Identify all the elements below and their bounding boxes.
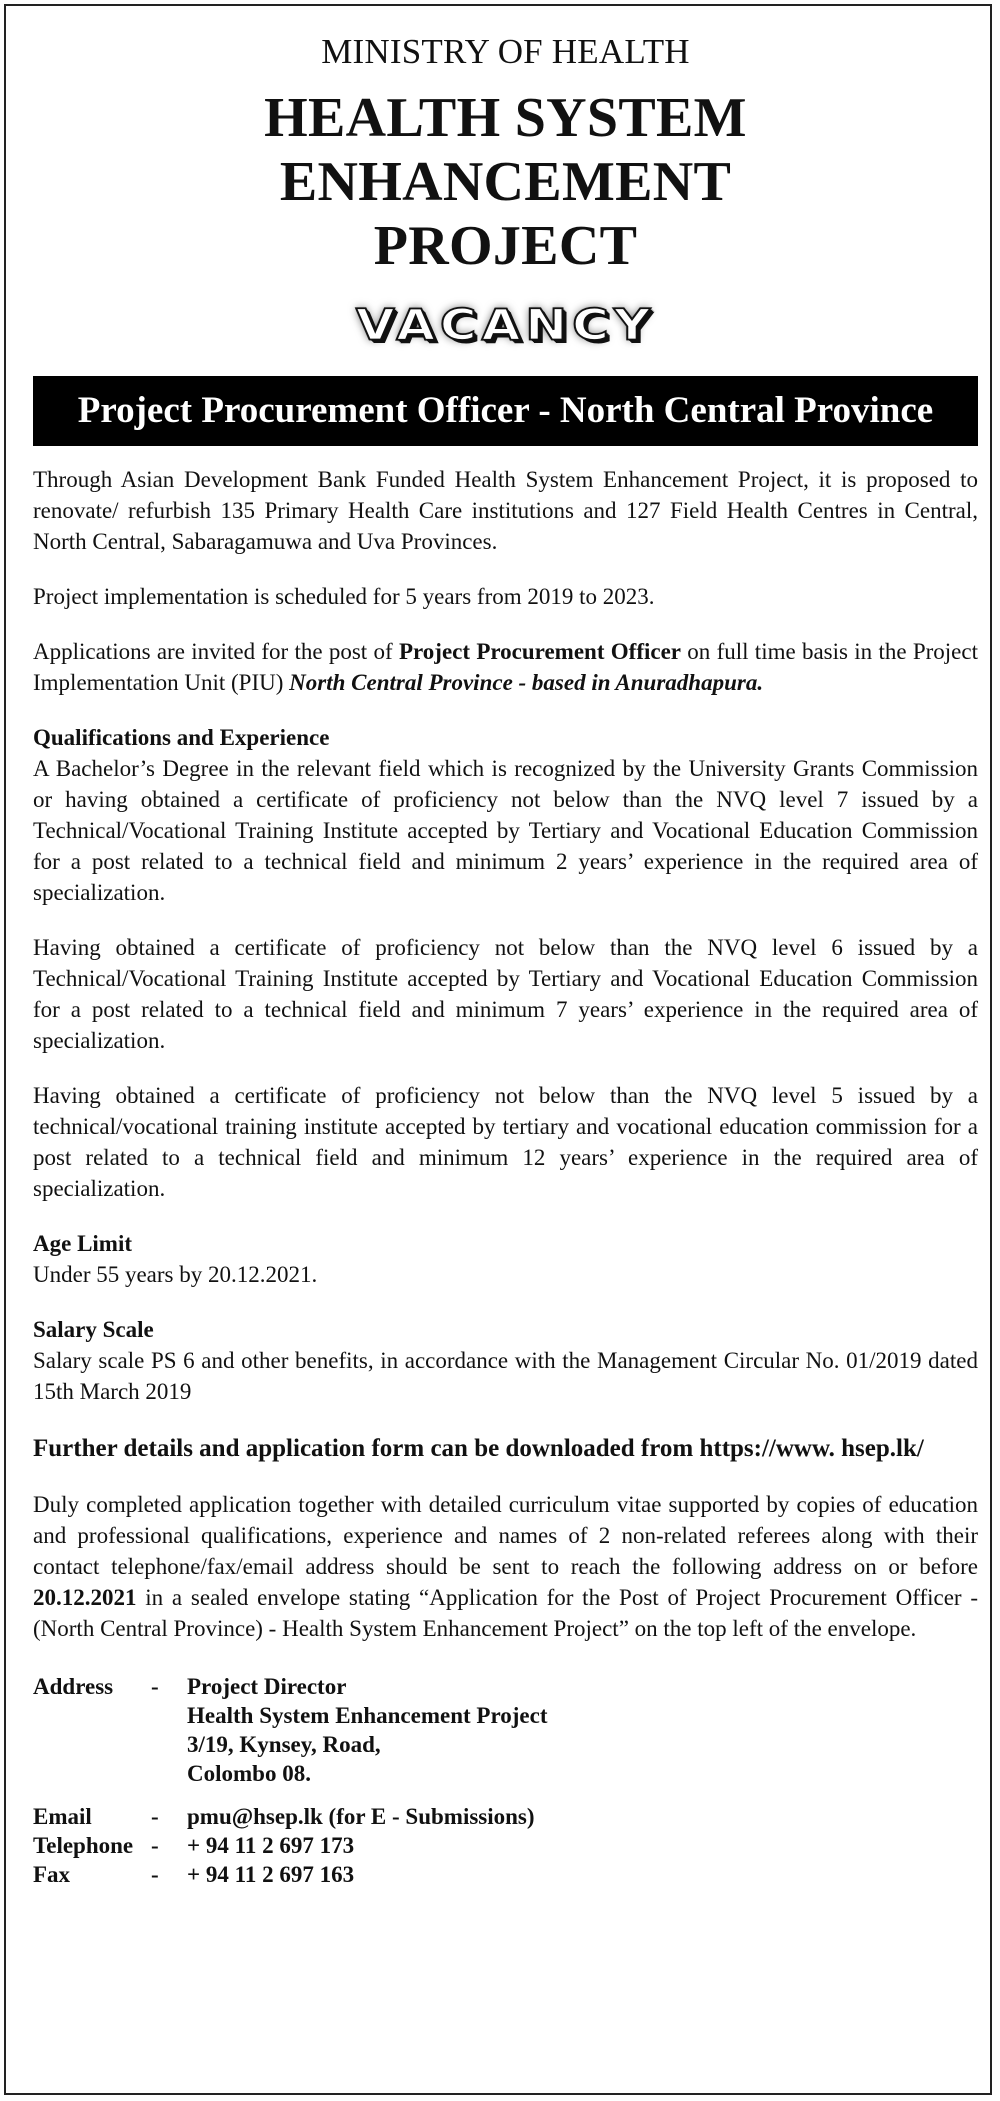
email-dash: - <box>151 1804 159 1829</box>
address-line: Project Director <box>187 1674 347 1699</box>
vacancy-banner <box>33 296 978 368</box>
post-location: North Central Province - based in Anuradhapura. <box>289 670 764 695</box>
application-instructions <box>33 1489 978 1644</box>
qualification-option-1: A Bachelor’s Degree in the relevant field which is recognized by the University Grants Commission or having obtained a certificate of proficiency not below than the NVQ level 7 issued by a Technical/Vocational Training Institute accepted by Tertiary and Vocational Education Commission for a post related to a technical field and minimum 2 years’ experience in the required area of specialization. <box>33 756 978 905</box>
invitation-text: Applications are invited for the post of <box>33 639 399 664</box>
address-dash: - <box>151 1674 159 1699</box>
implementation-paragraph: Project implementation is scheduled for 5 years from 2019 to 2023. <box>33 584 655 609</box>
project-title <box>33 86 978 278</box>
telephone-label: Telephone <box>33 1833 134 1858</box>
advertisement-content <box>33 6 978 1889</box>
salary-text: Salary scale PS 6 and other benefits, in accordance with the Management Circular No. 01/2019 dated 15th March 2019 <box>33 1348 978 1404</box>
age-limit-heading: Age Limit <box>33 1231 133 1256</box>
address-line: 3/19, Kynsey, Road, <box>187 1732 381 1757</box>
email-value[interactable]: pmu@hsep.lk (for E - Submissions) <box>187 1804 535 1829</box>
fax-value: + 94 11 2 697 163 <box>187 1862 355 1887</box>
telephone-dash: - <box>151 1833 159 1858</box>
address-line: Health System Enhancement Project <box>187 1703 548 1728</box>
intro-paragraph: Through Asian Development Bank Funded Health System Enhancement Project, it is proposed to renovate/ refurbish 135 Primary Health Care institutions and 127 Field Health Centres in Central, North Central, Sabaragamuwa and Uva Provinces. <box>33 467 978 554</box>
application-text-cont: in a sealed envelope stating “Application for the Post of Project Procurement Officer - (North Central Province) - Health System Enhancement Project” on the top left of the envelope. <box>33 1585 978 1641</box>
invitation-text-cont: on full time basis in the Project Implementation Unit (PIU) <box>33 639 978 695</box>
address-label: Address <box>33 1674 114 1699</box>
further-details-link[interactable]: Further details and application form can be downloaded from https://www. hsep.lk/ <box>33 1435 924 1462</box>
qualifications-heading: Qualifications and Experience <box>33 725 330 750</box>
qualification-option-3: Having obtained a certificate of proficiency not below than the NVQ level 5 issued by a technical/vocational training institute accepted by tertiary and vocational education commission for a post related to a technical field and minimum 12 years’ experience in the required area of specialization. <box>33 1083 978 1201</box>
position-title-bar: Project Procurement Officer - North Central Province <box>33 376 978 446</box>
contact-table <box>33 1672 548 1889</box>
advertisement-frame <box>4 4 992 2095</box>
qualification-option-2: Having obtained a certificate of proficiency not below than the NVQ level 6 issued by a Technical/Vocational Training Institute accepted by Tertiary and Vocational Education Commission for a post related to a technical field and minimum 7 years’ experience in the required area of specialization. <box>33 935 978 1053</box>
fax-label: Fax <box>33 1862 71 1887</box>
ministry-name: MINISTRY OF HEALTH <box>321 32 690 71</box>
email-label: Email <box>33 1804 92 1829</box>
project-title-line1: HEALTH SYSTEM ENHANCEMENT <box>264 87 747 213</box>
fax-dash: - <box>151 1862 159 1887</box>
address-line: Colombo 08. <box>187 1761 311 1786</box>
project-title-line2: PROJECT <box>373 215 638 277</box>
invitation-paragraph <box>33 636 978 698</box>
age-limit-text: Under 55 years by 20.12.2021. <box>33 1262 318 1287</box>
telephone-value: + 94 11 2 697 173 <box>187 1833 355 1858</box>
deadline-date: 20.12.2021 <box>33 1585 137 1610</box>
post-name: Project Procurement Officer <box>398 639 681 664</box>
vacancy-heading: VACANCY <box>355 300 656 350</box>
application-text: Duly completed application together with detailed curriculum vitae supported by copies of education and professional qualifications, experience and names of 2 non-related referees along with their contact telephone/fax/email address should be sent to reach the following address on or before <box>33 1492 978 1579</box>
salary-heading: Salary Scale <box>33 1317 154 1342</box>
